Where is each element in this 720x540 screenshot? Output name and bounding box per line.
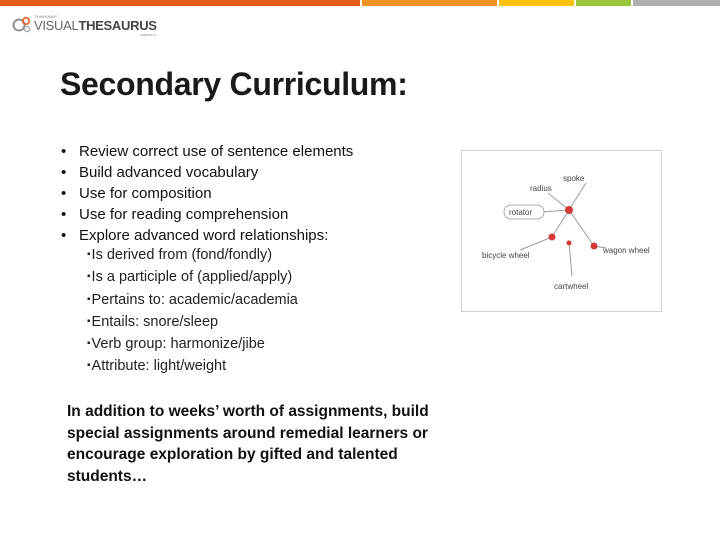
edge-to-wagon-node <box>569 210 594 246</box>
center-node <box>565 206 573 214</box>
sub-bullet-text: Verb group: harmonize/jibe <box>91 336 265 353</box>
logo-small-text: THINKMAP <box>34 14 58 19</box>
color-bar-segment <box>0 0 360 6</box>
sub-bullet-text: Pertains to: academic/academia <box>91 291 298 308</box>
color-bar-segment <box>362 0 497 6</box>
color-bar-segment <box>576 0 631 6</box>
sub-bullet-item <box>87 312 298 334</box>
bullet-list <box>61 141 353 246</box>
edge-cartwheel <box>569 243 572 276</box>
label-cartwheel: cartwheel <box>554 282 589 291</box>
brand-color-bar <box>0 0 720 6</box>
label-wagon-wheel: wagon wheel <box>603 246 650 255</box>
visual-thesaurus-logo <box>12 14 172 36</box>
bullet-item <box>61 141 353 162</box>
sub-bullet-text: Attribute: light/weight <box>91 358 227 375</box>
sub-bullet-item <box>87 334 298 356</box>
sub-bullet-square: ▪ <box>87 293 91 305</box>
bullet-dot: • <box>61 185 67 202</box>
sub-bullet-text: Is a participle of (applied/apply) <box>91 269 293 286</box>
sub-bullet-text: Entails: snore/sleep <box>91 313 219 330</box>
edge-radius <box>548 193 569 210</box>
bullet-text: Review correct use of sentence elements <box>79 143 354 160</box>
logo-word-visual: VISUAL <box>34 18 79 33</box>
label-radius: radius <box>530 184 552 193</box>
edge-spoke <box>569 183 586 210</box>
logo-wordmark <box>34 18 157 33</box>
closing-paragraph: In addition to weeks’ worth of assignments, build special assignments around remedial learners or encourage exploration by gifted and talented students… <box>67 403 429 485</box>
sub-bullet-square: ▪ <box>87 271 91 283</box>
bullet-item <box>61 225 353 246</box>
logo-word-thesaurus: THESAURUS <box>78 18 157 33</box>
sub-bullet-square: ▪ <box>87 249 91 260</box>
bullet-item <box>61 162 353 183</box>
bullet-text: Use for composition <box>79 185 212 202</box>
bullet-dot: • <box>61 227 67 244</box>
bullet-dot: • <box>61 143 67 160</box>
sub-bullet-list <box>87 245 298 379</box>
wagon-node <box>591 243 598 250</box>
sub-bullet-item <box>87 267 298 289</box>
word-map-svg <box>462 151 661 311</box>
color-bar-segment <box>633 0 720 6</box>
edge-to-bicycle-node <box>552 210 569 237</box>
sub-bullet-item <box>87 245 298 267</box>
label-bicycle-wheel: bicycle wheel <box>482 251 530 260</box>
cartwheel-node <box>567 241 572 246</box>
sub-bullet-item <box>87 290 298 312</box>
edge-bicycle-wheel <box>520 237 552 250</box>
bullet-text: Explore advanced word relationships: <box>79 227 329 244</box>
sub-bullet-square: ▪ <box>87 315 91 327</box>
bullet-dot: • <box>61 164 67 181</box>
sub-bullet-square: ▪ <box>87 360 91 372</box>
word-map-diagram <box>461 150 662 312</box>
bullet-dot: • <box>61 206 67 223</box>
color-bar-segment <box>499 0 574 6</box>
bicycle-node <box>549 234 556 241</box>
sub-bullet-text: Is derived from (fond/fondly) <box>91 247 273 263</box>
label-spoke: spoke <box>563 174 585 183</box>
bullet-item <box>61 183 353 204</box>
bullet-text: Build advanced vocabulary <box>79 164 259 181</box>
logo-circles-icon <box>12 15 34 35</box>
logo-sub-text: VERSION 3 <box>140 33 157 37</box>
bullet-text: Use for reading comprehension <box>79 206 289 223</box>
sub-bullet-square: ▪ <box>87 338 91 350</box>
label-rotator: rotator <box>509 208 533 217</box>
slide-title: Secondary Curriculum: <box>60 66 408 102</box>
sub-bullet-item <box>87 356 298 378</box>
edge-rotator <box>542 210 569 212</box>
bullet-item <box>61 204 353 225</box>
